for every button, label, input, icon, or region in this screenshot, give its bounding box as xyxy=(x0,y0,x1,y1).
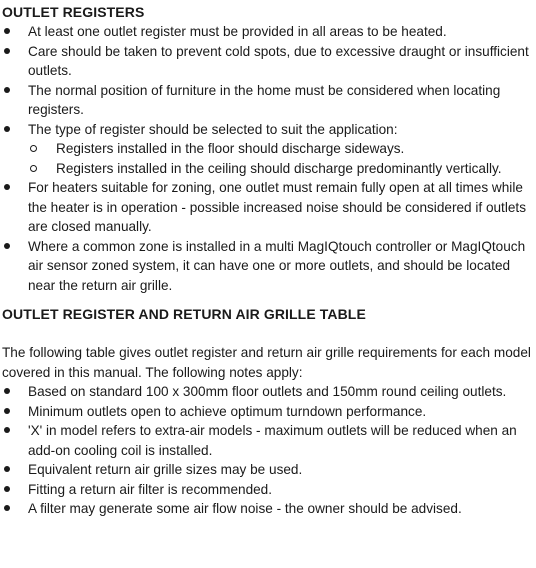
grille-table-intro: The following table gives outlet register and return air grille requirements for each model covered in this manual. The following notes apply: xyxy=(2,345,531,380)
sub-list-item: Registers installed in the ceiling should discharge predominantly vertically. xyxy=(28,159,534,179)
document-page xyxy=(2,2,534,519)
list-item-register-type xyxy=(2,120,534,179)
list-item: 'X' in model refers to extra-air models - maximum outlets will be reduced when an add-on cooling coil is installed. xyxy=(2,421,534,460)
list-item: At least one outlet register must be provided in all areas to be heated. xyxy=(2,22,534,42)
section-heading-outlet-registers: OUTLET REGISTERS xyxy=(2,4,145,20)
register-type-sublist xyxy=(28,139,534,178)
list-item: Based on standard 100 x 300mm floor outlets and 150mm round ceiling outlets. xyxy=(2,382,534,402)
list-item: The normal position of furniture in the home must be considered when locating registers. xyxy=(2,81,534,120)
grille-table-notes-list xyxy=(2,382,534,519)
list-item: Where a common zone is installed in a multi MagIQtouch controller or MagIQtouch air sensor zoned system, it can have one or more outlets, and should be located near the return air grille. xyxy=(2,237,534,296)
section-heading-grille-table: OUTLET REGISTER AND RETURN AIR GRILLE TABLE xyxy=(2,306,366,322)
list-item: Minimum outlets open to achieve optimum turndown performance. xyxy=(2,402,534,422)
list-item: Fitting a return air filter is recommended. xyxy=(2,480,534,500)
list-item-text: The type of register should be selected to suit the application: xyxy=(28,121,398,137)
list-item: Care should be taken to prevent cold spots, due to excessive draught or insufficient outlets. xyxy=(2,42,534,81)
list-item: For heaters suitable for zoning, one outlet must remain fully open at all times while the heater is in operation - possible increased noise should be considered if outlets are closed manually. xyxy=(2,178,534,237)
list-item: A filter may generate some air flow noise - the owner should be advised. xyxy=(2,499,534,519)
list-item: Equivalent return air grille sizes may be used. xyxy=(2,460,534,480)
sub-list-item: Registers installed in the floor should discharge sideways. xyxy=(28,139,534,159)
outlet-registers-list xyxy=(2,22,534,295)
